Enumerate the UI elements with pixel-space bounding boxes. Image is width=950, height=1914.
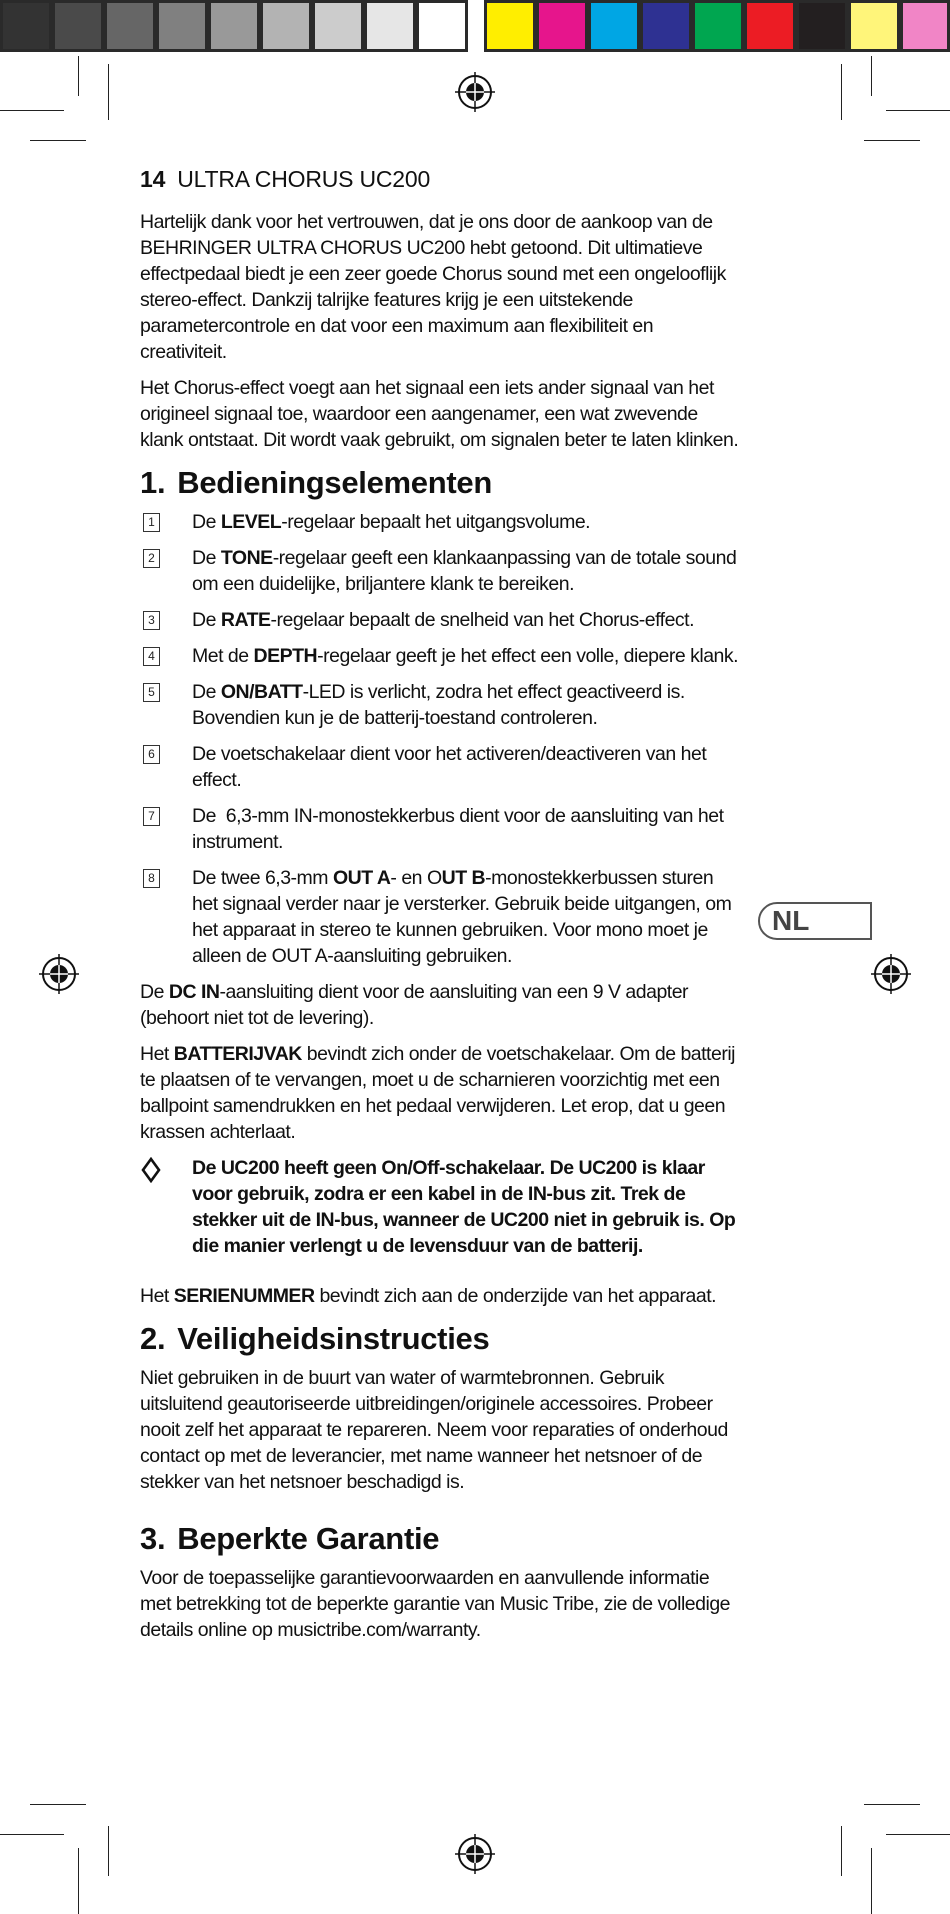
page-number: 14 (140, 166, 166, 192)
section-3-number: 3. (140, 1521, 166, 1556)
swatch-gray-4 (156, 0, 208, 52)
item-number-badge: 5 (143, 683, 160, 702)
swatch-gray-3 (104, 0, 156, 52)
control-item-1: 1 De LEVEL-regelaar bepaalt het uitgangsvolume. (140, 509, 740, 535)
section-3-heading (140, 1521, 740, 1557)
swatch-gray-6 (260, 0, 312, 52)
swatch-gray-5 (208, 0, 260, 52)
trim-mark-bottom-right-h1 (886, 1834, 950, 1835)
trim-mark-bottom-left-v1 (78, 1848, 79, 1914)
registration-mark-right-icon (869, 952, 913, 996)
section-2-heading (140, 1321, 740, 1357)
control-item-4: 4 Met de DEPTH-regelaar geeft je het effect een volle, diepere klank. (140, 643, 740, 669)
swatch-gray-9 (416, 0, 468, 52)
section-1-heading (140, 465, 740, 501)
swatch-black (796, 0, 848, 52)
swatch-gray-7 (312, 0, 364, 52)
safety-paragraph: Niet gebruiken in de buurt van water of warmtebronnen. Gebruik uitsluitend geautoriseerde uitbreidingen/originele accessoires. Probeer nooit zelf het apparaat te repareren. Neem voor reparaties of onderhoud contact op met de leverancier, met name wanneer het netsnoer of de stekker van het netsnoer beschadigd is. (140, 1367, 728, 1493)
control-item-8: 8 De twee 6,3-mm OUT A- en OUT B-monostekkerbussen sturen het signaal verder naar je versterker. Gebruik beide uitgangen, om het apparaat in stereo te kunnen gebruiken. Voor mono moet je alleen de OUT A-aansluiting gebruiken. (140, 865, 740, 969)
page-header (140, 166, 740, 193)
item-number-badge: 6 (143, 745, 160, 764)
note-diamond-icon (140, 1157, 162, 1183)
trim-mark-bottom-left-h2 (30, 1804, 86, 1805)
registration-mark-left-icon (37, 952, 81, 996)
section-1-title: Bedieningselementen (177, 465, 492, 500)
trim-mark-top-left-h2 (30, 140, 86, 141)
item-number-badge: 1 (143, 513, 160, 532)
item-number-badge: 8 (143, 869, 160, 888)
control-item-7: 7 De 6,3-mm IN-monostekkerbus dient voor de aansluiting van het instrument. (140, 803, 740, 855)
note-text: De UC200 heeft geen On/Off-schakelaar. De UC200 is klaar voor gebruik, zodra er een kabel in de IN-bus zit. Trek de stekker uit de IN-bus, wanneer de UC200 niet in gebruik is. Op die manier verlengt u de levensduur van de batterij. (192, 1157, 736, 1257)
color-swatch-bar (0, 0, 950, 56)
trim-mark-top-right-v2 (841, 64, 842, 120)
section-2-number: 2. (140, 1321, 166, 1356)
swatch-pink (900, 0, 950, 52)
dc-in-paragraph: De DC IN-aansluiting dient voor de aansluiting van een 9 V adapter (behoort niet tot de levering). (140, 981, 689, 1029)
swatch-magenta (536, 0, 588, 52)
trim-mark-top-left-v2 (108, 64, 109, 120)
registration-mark-top-icon (453, 70, 497, 114)
control-item-3: 3 De RATE-regelaar bepaalt de snelheid van het Chorus-effect. (140, 607, 740, 633)
swatch-gray-2 (52, 0, 104, 52)
swatch-cyan (588, 0, 640, 52)
trim-mark-top-right-v1 (871, 56, 872, 96)
item-number-badge: 4 (143, 647, 160, 666)
trim-mark-top-left-v1 (78, 56, 79, 96)
swatch-gray-8 (364, 0, 416, 52)
page-header-title: ULTRA CHORUS UC200 (177, 166, 431, 192)
section-2-title: Veiligheidsinstructies (177, 1321, 490, 1356)
language-tab: NL (758, 902, 872, 940)
note-block (140, 1155, 740, 1259)
registration-mark-bottom-icon (453, 1832, 497, 1876)
item-number-badge: 2 (143, 549, 160, 568)
section-3-title: Beperkte Garantie (177, 1521, 440, 1556)
page-content (140, 166, 740, 1653)
swatch-light-yellow (848, 0, 900, 52)
swatch-yellow (484, 0, 536, 52)
trim-mark-bottom-left-v2 (108, 1826, 109, 1876)
swatch-green (692, 0, 744, 52)
battery-paragraph: Het BATTERIJVAK bevindt zich onder de voetschakelaar. Om de batterij te plaatsen of te vervangen, moet u de scharnieren voorzichtig met een ballpoint samendrukken en het pedaal verwijderen. Let erop, dat u geen krassen achterlaat. (140, 1043, 735, 1143)
swatch-gray-1 (0, 0, 52, 52)
trim-mark-bottom-right-h2 (864, 1804, 920, 1805)
trim-mark-bottom-right-v1 (871, 1848, 872, 1914)
serial-paragraph: Het SERIENUMMER bevindt zich aan de onderzijde van het apparaat. (140, 1285, 717, 1307)
intro-paragraph-2: Het Chorus-effect voegt aan het signaal een iets ander signaal van het origineel signaal toe, waardoor een aangenamer, een wat zwevende klank ontstaat. Dit wordt vaak gebruikt, om signalen beter te laten klinken. (140, 377, 739, 451)
warranty-paragraph: Voor de toepasselijke garantievoorwaarden en aanvullende informatie met betrekking tot de beperkte garantie van Music Tribe, zie de volledige details online op musictribe.com/warranty. (140, 1567, 731, 1641)
swatch-red (744, 0, 796, 52)
item-number-badge: 7 (143, 807, 160, 826)
trim-mark-top-right-h2 (864, 140, 920, 141)
trim-mark-top-right-h1 (886, 110, 950, 111)
swatch-blue (640, 0, 692, 52)
trim-mark-bottom-right-v2 (841, 1826, 842, 1876)
trim-mark-bottom-left-h1 (0, 1834, 64, 1835)
trim-mark-top-left-h1 (0, 110, 64, 111)
control-item-6: 6 De voetschakelaar dient voor het activeren/deactiveren van het effect. (140, 741, 740, 793)
section-1-number: 1. (140, 465, 166, 500)
control-item-5: 5 De ON/BATT-LED is verlicht, zodra het effect geactiveerd is. Bovendien kun je de batterij-toestand controleren. (140, 679, 740, 731)
intro-paragraph-1: Hartelijk dank voor het vertrouwen, dat je ons door de aankoop van de BEHRINGER ULTRA CHORUS UC200 hebt getoond. Dit ultimatieve effectpedaal biedt je een zeer goede Chorus sound met een ongelooflijk stereo-effect. Dankzij talrijke features krijg je een uitstekende parametercontrole en dat voor een maximum aan flexibiliteit en creativiteit. (140, 211, 726, 363)
control-item-2: 2 De TONE-regelaar geeft een klankaanpassing van de totale sound om een duidelijke, briljantere klank te bereiken. (140, 545, 740, 597)
item-number-badge: 3 (143, 611, 160, 630)
